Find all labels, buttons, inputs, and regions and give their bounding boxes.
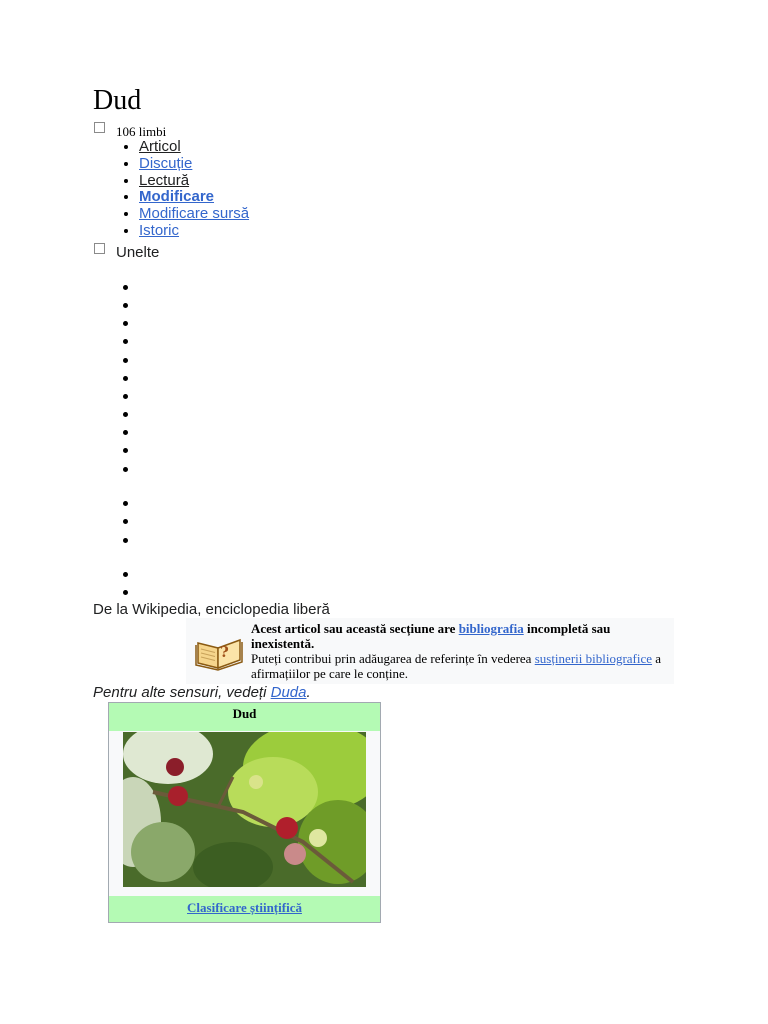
disambiguation-link[interactable]: Duda xyxy=(270,684,307,701)
list-item xyxy=(123,519,128,524)
tab-edit-source[interactable]: • Modificare sursă xyxy=(139,206,249,223)
references-link[interactable]: susținerii bibliografice xyxy=(534,651,653,666)
notice-text: Acest articol sau această secțiune are bibliografia incompletă sau inexistentă. Puteți contribui prin adăugarea de referințe în vederea susținerii bibliografice a afirmațiilor pe care le conține. xyxy=(251,621,662,681)
tab-article[interactable]: • Articol xyxy=(139,139,249,156)
list-item xyxy=(123,501,128,506)
tools-toggle-checkbox[interactable] xyxy=(94,243,105,254)
mulberry-photo[interactable] xyxy=(123,732,366,887)
list-item xyxy=(123,376,128,381)
bibliography-link[interactable]: bibliografia xyxy=(458,621,524,636)
list-item xyxy=(123,303,128,308)
book-question-icon xyxy=(194,631,244,671)
page-title: Dud xyxy=(93,85,142,116)
list-item xyxy=(123,467,128,472)
list-item xyxy=(123,538,128,543)
tools-menu-label[interactable]: Unelte xyxy=(116,244,160,261)
languages-toggle-checkbox[interactable] xyxy=(94,122,105,133)
tab-read[interactable]: • Lectură xyxy=(139,173,249,190)
hatnote: Pentru alte sensuri, vedeți Duda. xyxy=(93,684,311,701)
refimprove-notice xyxy=(186,618,674,684)
list-item xyxy=(123,412,128,417)
site-tagline: De la Wikipedia, enciclopedia liberă xyxy=(93,601,330,618)
list-item xyxy=(123,339,128,344)
list-item xyxy=(123,590,128,595)
tab-history[interactable]: • Istoric xyxy=(139,223,249,240)
tab-discussion[interactable]: • Discuție xyxy=(139,156,249,173)
tab-edit[interactable]: • Modificare xyxy=(139,189,249,206)
taxobox-classification-header xyxy=(109,896,380,922)
list-item xyxy=(123,285,128,290)
list-item xyxy=(123,572,128,577)
page-tabs xyxy=(93,139,249,240)
taxobox-title: Dud xyxy=(109,703,380,731)
classification-link[interactable]: Clasificare științifică xyxy=(187,900,302,915)
languages-count[interactable]: 106 limbi xyxy=(116,124,167,139)
taxobox xyxy=(108,702,381,923)
list-item xyxy=(123,448,128,453)
list-item xyxy=(123,358,128,363)
list-item xyxy=(123,394,128,399)
svg-text:?: ? xyxy=(220,643,229,661)
list-item xyxy=(123,430,128,435)
list-item xyxy=(123,321,128,326)
